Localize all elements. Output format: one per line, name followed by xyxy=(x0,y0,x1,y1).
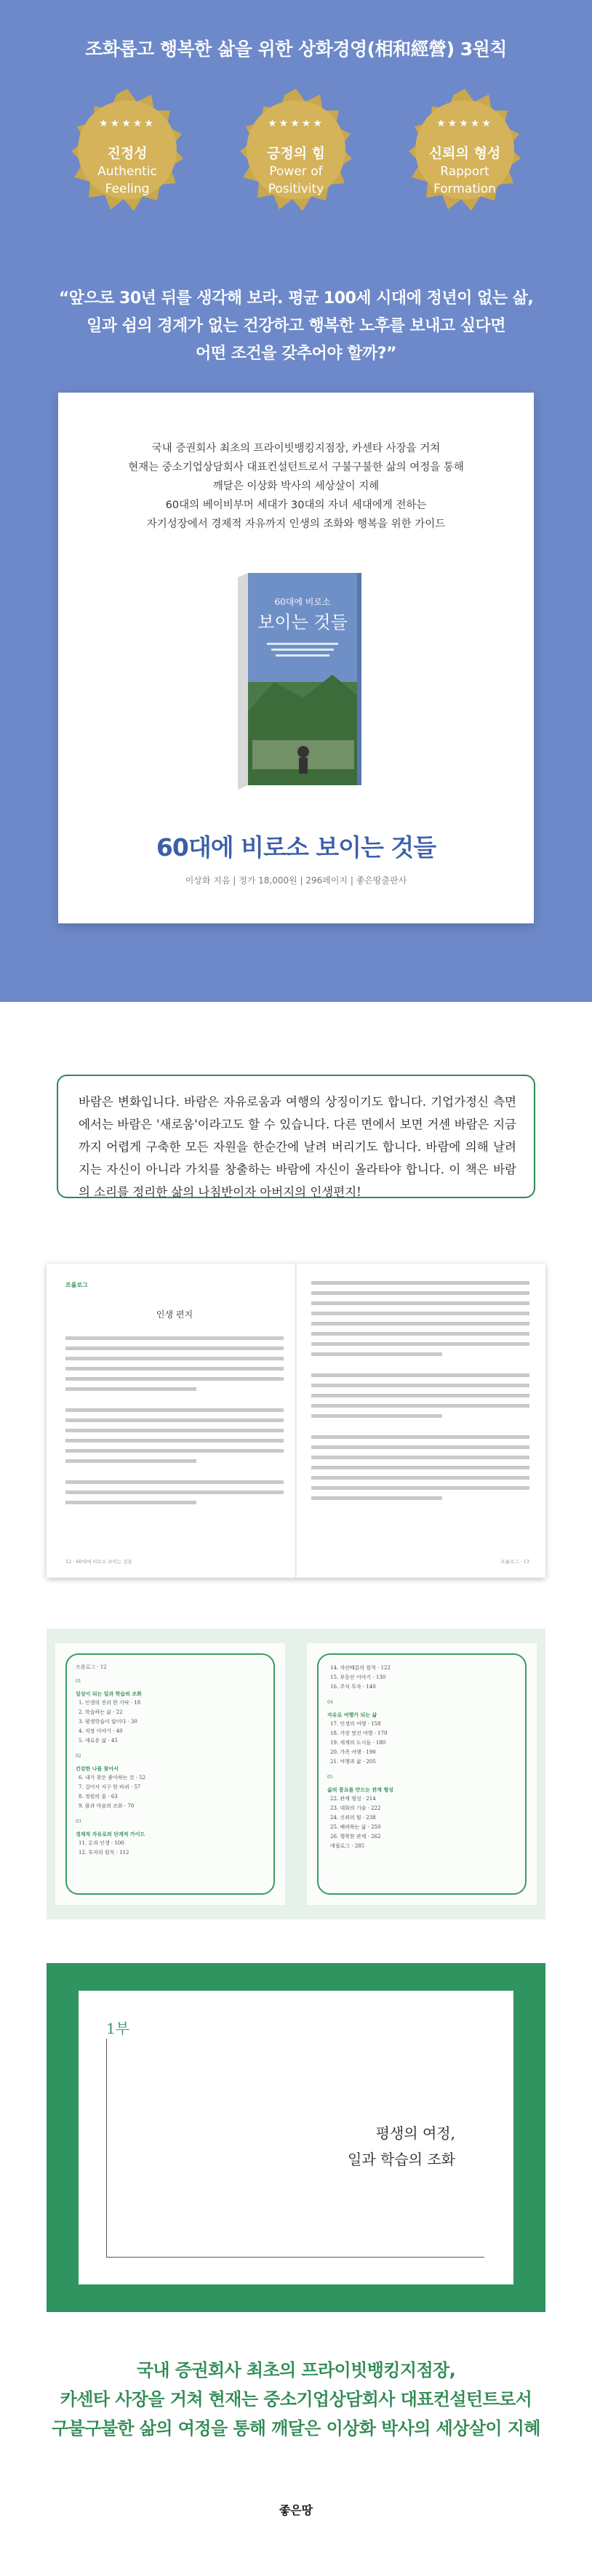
part-page xyxy=(79,1991,513,2284)
toc-entry: 17. 인생의 여행 · 158 xyxy=(330,1721,381,1727)
toc-part-number: 02 xyxy=(76,1754,81,1759)
section-tag: 프롤로그 xyxy=(65,1281,88,1288)
toc-entry: 21. 여행과 삶 · 205 xyxy=(330,1759,376,1765)
cover-subtitle: 60대에 비로소 xyxy=(274,597,331,607)
left-page xyxy=(65,1281,284,1565)
toc-entry: 12. 투자의 원칙 · 112 xyxy=(79,1850,129,1855)
summary-line: 구불구불한 삶의 여정을 통해 깨달은 이상화 박사의 세상살이 지혜 xyxy=(52,2418,540,2439)
book-page-spread xyxy=(47,1264,545,1578)
bottom-summary xyxy=(0,2356,592,2443)
toc-part-number: 05 xyxy=(327,1775,333,1780)
intro-box xyxy=(57,1075,535,1198)
toc-entry: 14. 자산배분의 원칙 · 122 xyxy=(330,1665,391,1671)
toc-part-title: 일상이 되는 일과 학습의 조화 xyxy=(76,1690,142,1697)
toc-entry: 22. 관계 형성 · 214 xyxy=(330,1796,376,1802)
part-label: 1부 xyxy=(106,2020,130,2037)
part-title-line: 평생의 여정, xyxy=(375,2124,455,2142)
summary-line: 카센타 사장을 거쳐 현재는 중소기업상담회사 대표컨설턴트로서 xyxy=(60,2389,532,2410)
body-text-block xyxy=(311,1281,529,1500)
toc-entry: 23. 대화의 기술 · 222 xyxy=(330,1805,381,1811)
toc-entry: 20. 가족 여행 · 190 xyxy=(330,1749,376,1755)
page-footer: 12 · 60대에 비로소 보이는 것들 xyxy=(65,1559,132,1565)
toc-entry: 3. 평생학습이 답이다 · 30 xyxy=(79,1719,137,1725)
badge-positivity xyxy=(227,87,365,225)
toc-part-number: 01 xyxy=(76,1679,81,1684)
quote-line: 어떤 조건을 갖추어야 할까?” xyxy=(196,345,396,363)
toc-right-page xyxy=(307,1643,537,1905)
badge-title: 진정성 xyxy=(107,145,148,161)
intro-text: 바람은 변화입니다. 바람은 자유로움과 여행의 상징이기도 합니다. 기업가정신 측면에서는 바람은 '새로움'이라고도 할 수 있습니다. 다른 면에서 보면 거센 바람은 지금까지 어렵게 구축한 모든 자원을 한순간에 날려 버리기도 합니다. 바람에 의해 날려지는 자신이 아니라 가치를 창출하는 바람에 자신이 올라타야 합니다. 이 책은 바람의 소리를 정리한 삶의 나침반이자 아버지의 인생편지! xyxy=(79,1095,516,1199)
book-meta: 이상화 지음 | 정가 18,000원 | 296페이지 | 좋은땅출판사 xyxy=(185,875,407,886)
toc-entry: 에필로그 · 285 xyxy=(330,1843,365,1849)
toc-entry: 5. 새로운 삶 · 45 xyxy=(79,1738,118,1744)
toc-entry: 15. 부동산 이야기 · 130 xyxy=(330,1674,386,1680)
body-text-block xyxy=(65,1336,284,1504)
contents-section xyxy=(47,1629,545,1919)
toc-head: 프롤로그 · 12 xyxy=(76,1664,107,1670)
toc-part-title: 자유로 여행가 되는 삶 xyxy=(327,1712,377,1718)
badge-title: 긍정의 힘 xyxy=(266,145,326,161)
part-section xyxy=(47,1963,545,2312)
badge-stars: ★★★★★ xyxy=(268,118,324,129)
book-description xyxy=(58,439,534,534)
badge-authentic xyxy=(58,87,196,225)
right-page xyxy=(311,1281,529,1565)
toc-entry: 25. 배려하는 삶 · 250 xyxy=(330,1824,381,1830)
badge-title: 신뢰의 형성 xyxy=(428,145,501,161)
page-footer: 프롤로그 · 13 xyxy=(500,1559,529,1565)
description-line: 60대의 베이비부머 세대가 30대의 자녀 세대에게 전하는 xyxy=(165,499,427,511)
page-heading: 인생 편지 xyxy=(156,1309,193,1320)
badge-rapport xyxy=(396,87,534,225)
page-gutter xyxy=(295,1264,297,1578)
toc-entry: 18. 가장 멋진 여행 · 170 xyxy=(330,1730,388,1736)
toc-entry: 2. 학습하는 삶 · 22 xyxy=(79,1709,123,1715)
page-title: 조화롭고 행복한 삶을 위한 상화경영(相和經營) 3원칙 xyxy=(85,39,507,60)
quote-line: “앞으로 30년 뒤를 생각해 보라. 평균 100세 시대에 정년이 없는 삶, xyxy=(58,289,534,308)
toc-entry: 16. 주식 투자 · 140 xyxy=(330,1684,376,1690)
publisher-logo xyxy=(0,2501,592,2518)
badge-stars: ★★★★★ xyxy=(436,118,493,129)
toc-part-title: 삶의 풍요를 만드는 관계 형성 xyxy=(327,1786,393,1793)
toc-entry: 19. 세계의 도시들 · 180 xyxy=(330,1740,386,1746)
toc-entry: 4. 직장 이야기 · 40 xyxy=(79,1728,123,1734)
description-line: 깨달은 이상화 박사의 세상살이 지혜 xyxy=(212,481,380,492)
quote-block xyxy=(0,285,592,368)
toc-entry: 11. 돈과 인생 · 100 xyxy=(79,1840,124,1846)
toc-list xyxy=(327,1664,516,1851)
toc-entry: 1. 인생의 진리 한 가닥 · 18 xyxy=(79,1700,141,1706)
part-title xyxy=(348,2120,455,2172)
part-title-line: 일과 학습의 조화 xyxy=(348,2151,455,2168)
book-card xyxy=(58,393,534,923)
toc-list xyxy=(76,1664,265,1858)
toc-part-number: 04 xyxy=(327,1700,333,1705)
book-title: 60대에 비로소 보이는 것들 xyxy=(156,833,436,862)
toc-entry: 7. 걸어서 지구 한 바퀴 · 57 xyxy=(79,1784,141,1790)
toc-entry: 24. 신뢰의 힘 · 238 xyxy=(330,1815,376,1821)
badge-stars: ★★★★★ xyxy=(99,118,156,129)
toc-part-number: 03 xyxy=(76,1819,81,1824)
toc-entry: 9. 몸과 마음의 조화 · 70 xyxy=(79,1803,135,1809)
divider xyxy=(106,2257,484,2258)
description-line: 국내 증권회사 최초의 프라이빗뱅킹지점장, 카센타 사장을 거쳐 xyxy=(151,443,441,454)
toc-entry: 8. 정원의 꽃 · 63 xyxy=(79,1794,118,1799)
toc-entry: 26. 행복한 관계 · 262 xyxy=(330,1834,381,1839)
toc-entry: 6. 내가 찾은 좋아하는 것 · 52 xyxy=(79,1775,146,1781)
publisher-logo-text: 좋은땅 xyxy=(279,2503,313,2517)
badge-subtitle: Authentic Feeling xyxy=(97,164,157,196)
header-section xyxy=(0,0,592,1002)
toc-part-title: 경제적 자유로의 단계적 가이드 xyxy=(76,1831,145,1837)
principles-badges xyxy=(0,87,592,247)
quote-line: 일과 쉼의 경계가 없는 건강하고 행복한 노후를 보내고 싶다면 xyxy=(86,317,506,335)
divider xyxy=(106,2039,107,2257)
summary-line: 국내 증권회사 최초의 프라이빗뱅킹지점장, xyxy=(136,2360,456,2380)
description-line: 현재는 중소기업상담회사 대표컨설턴트로서 구불구불한 삶의 여정을 통해 xyxy=(128,462,464,473)
toc-left-page xyxy=(55,1643,285,1905)
book-cover-image xyxy=(223,573,369,791)
badge-subtitle: Rapport Formation xyxy=(433,164,496,196)
cover-title: 보이는 것들 xyxy=(257,612,348,633)
badge-subtitle: Power of Positivity xyxy=(268,164,324,196)
description-line: 자기성장에서 경제적 자유까지 인생의 조화와 행복을 위한 가이드 xyxy=(146,518,446,530)
toc-part-title: 건강한 나를 찾아서 xyxy=(76,1765,119,1772)
